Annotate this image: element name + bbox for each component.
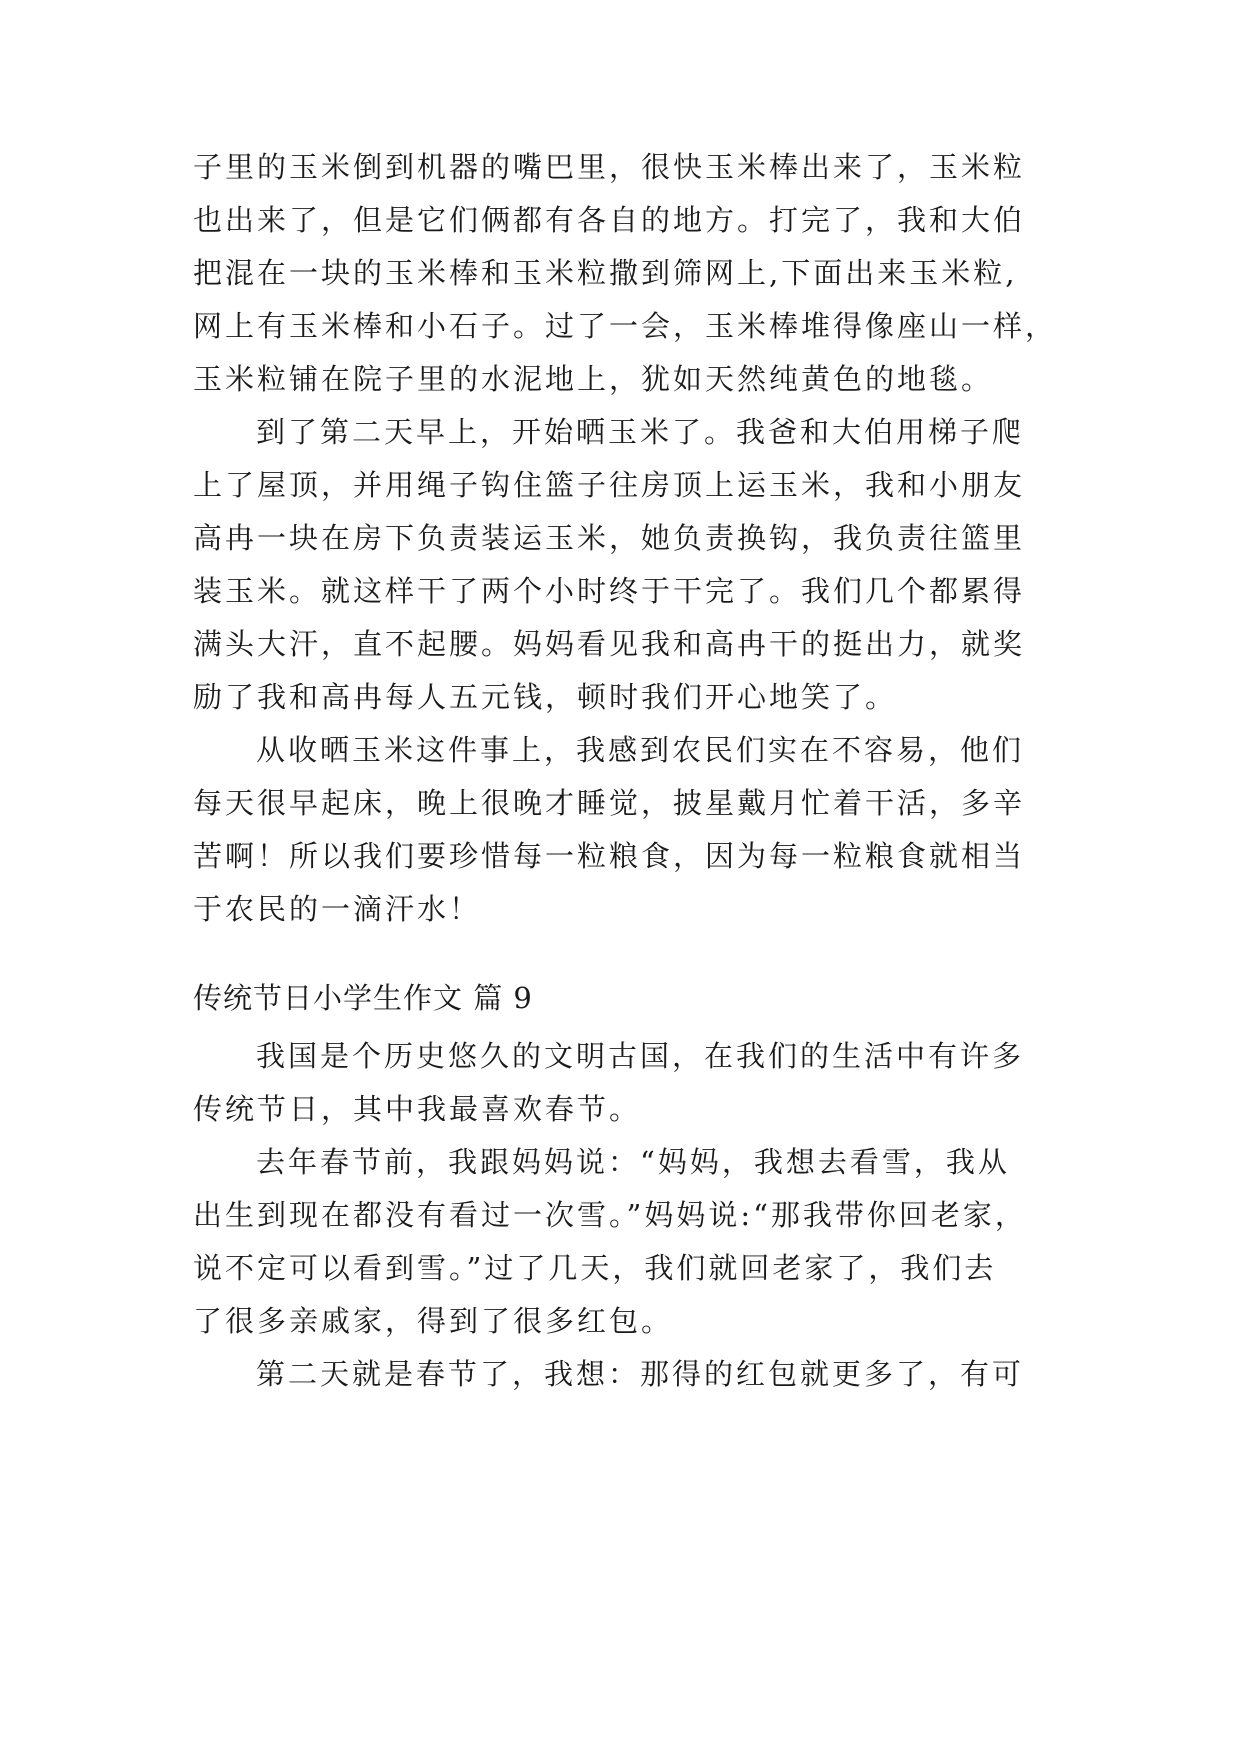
text-line: 传统节日，其中我最喜欢春节。 xyxy=(193,1092,642,1126)
text-line: 苦啊！所以我们要珍惜每一粒粮食，因为每一粒粮食就相当 xyxy=(193,839,1026,873)
text-line: 也出来了，但是它们俩都有各自的地方。打完了，我和大伯 xyxy=(193,203,1026,237)
text-line: 第二天就是春节了，我想：那得的红包就更多了，有可 xyxy=(256,1357,1025,1391)
text-line: 了很多亲戚家，得到了很多红包。 xyxy=(193,1304,674,1338)
text-line: 高冉一块在房下负责装运玉米，她负责换钩，我负责往篮里 xyxy=(193,521,1026,555)
section-heading: 传统节日小学生作文 篇 9 xyxy=(193,981,533,1015)
text-line: 子里的玉米倒到机器的嘴巴里，很快玉米棒出来了，玉米粒 xyxy=(193,150,1026,184)
text-line: 从收晒玉米这件事上，我感到农民们实在不容易，他们 xyxy=(256,733,1025,767)
text-line: 说不定可以看到雪。”过了几天，我们就回老家了，我们去 xyxy=(193,1251,997,1285)
text-line: 满头大汗，直不起腰。妈妈看见我和高冉干的挺出力，就奖 xyxy=(193,627,1026,661)
text-line: 出生到现在都没有看过一次雪。”妈妈说:“那我带你回老家， xyxy=(193,1198,1027,1232)
text-line: 装玉米。就这样干了两个小时终于干完了。我们几个都累得 xyxy=(193,574,1026,608)
text-line: 每天很早起床，晚上很晚才睡觉，披星戴月忙着干活，多辛 xyxy=(193,786,1026,820)
text-line: 去年春节前，我跟妈妈说：“妈妈，我想去看雪，我从 xyxy=(256,1145,1010,1179)
text-line: 到了第二天早上，开始晒玉米了。我爸和大伯用梯子爬 xyxy=(256,415,1025,449)
text-line: 上了屋顶，并用绳子钩住篮子往房顶上运玉米，我和小朋友 xyxy=(193,468,1026,502)
text-line: 我国是个历史悠久的文明古国，在我们的生活中有许多 xyxy=(256,1039,1025,1073)
text-line: 把混在一块的玉米棒和玉米粒撒到筛网上,下面出来玉米粒, xyxy=(193,256,1018,290)
text-line: 网上有玉米棒和小石子。过了一会，玉米棒堆得像座山一样， xyxy=(193,309,1058,343)
text-line: 于农民的一滴汗水！ xyxy=(193,892,482,926)
text-line: 玉米粒铺在院子里的水泥地上，犹如天然纯黄色的地毯。 xyxy=(193,362,994,396)
text-line: 励了我和高冉每人五元钱，顿时我们开心地笑了。 xyxy=(193,680,898,714)
